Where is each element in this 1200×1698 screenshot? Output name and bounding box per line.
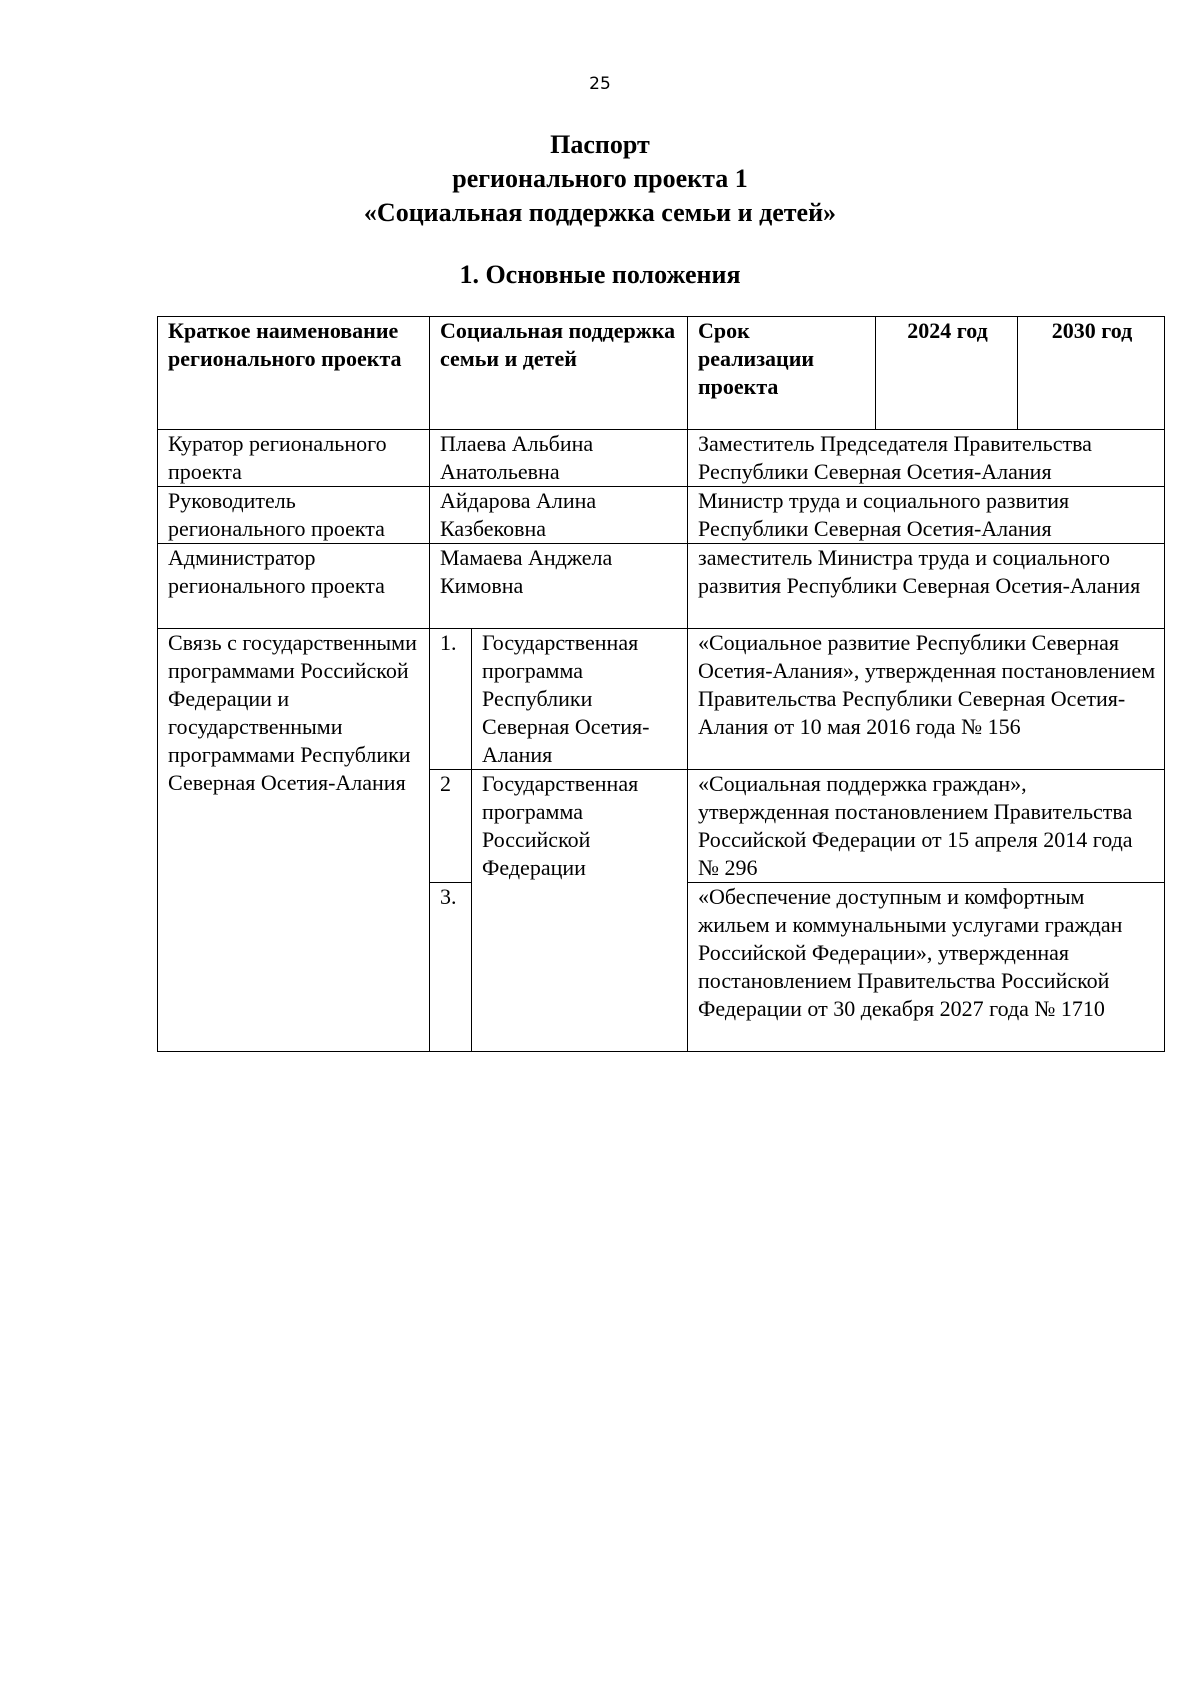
page-number: 25 [589,74,611,94]
section-heading: 1. Основные положения [459,260,741,289]
passport-table [157,316,1165,1052]
head-position-cell: Министр труда и социального развития Республики Северная Осетия-Алания [688,487,1165,544]
title-line-2: регионального проекта 1 [452,164,748,193]
document-title [0,128,1200,230]
header-row [158,317,1165,430]
administrator-position-cell: заместитель Министра труда и социального развития Республики Северная Осетия-Алания [688,544,1165,629]
program-type-cell: Государственная программа Российской Федерации [472,770,688,1052]
short-name-label-cell: Краткое наименование регионального проекта [158,317,430,430]
administrator-name-cell: Мамаева Анджела Кимовна [430,544,688,629]
term-label-cell: Срок реализации проекта [688,317,876,430]
year-start-cell: 2024 год [876,317,1018,430]
curator-label-cell: Куратор регионального проекта [158,430,430,487]
program-description-cell: «Социальная поддержка граждан», утвержденная постановлением Правительства Российской Федерации от 15 апреля 2014 года № 296 [688,770,1165,883]
title-line-1: Паспорт [550,130,650,159]
year-end-cell: 2030 год [1018,317,1165,430]
administrator-label-cell: Администратор регионального проекта [158,544,430,629]
head-name-cell: Айдарова Алина Казбековна [430,487,688,544]
curator-row [158,430,1165,487]
program-number-cell: 2 [430,770,472,883]
administrator-row [158,544,1165,629]
short-name-value-cell: Социальная поддержка семьи и детей [430,317,688,430]
programs-label-cell: Связь с государственными программами Российской Федерации и государственными программами Республики Северная Осетия-Алания [158,629,430,1052]
curator-position-cell: Заместитель Председателя Правительства Республики Северная Осетия-Алания [688,430,1165,487]
program-description-cell: «Социальное развитие Республики Северная Осетия-Алания», утвержденная постановлением Правительства Республики Северная Осетия-Алания от 10 мая 2016 года № 156 [688,629,1165,770]
title-line-3: «Социальная поддержка семьи и детей» [363,198,837,227]
head-row [158,487,1165,544]
program-number-cell: 3. [430,883,472,1052]
program-number-cell: 1. [430,629,472,770]
program-description-cell: «Обеспечение доступным и комфортным жильем и коммунальными услугами граждан Российской Федерации», утвержденная постановлением Правительства Российской Федерации от 30 декабря 2027 года № 1710 [688,883,1165,1052]
program-type-cell: Государственная программа Республики Северная Осетия-Алания [472,629,688,770]
program-row-1 [158,629,1165,770]
head-label-cell: Руководитель регионального проекта [158,487,430,544]
curator-name-cell: Плаева Альбина Анатольевна [430,430,688,487]
